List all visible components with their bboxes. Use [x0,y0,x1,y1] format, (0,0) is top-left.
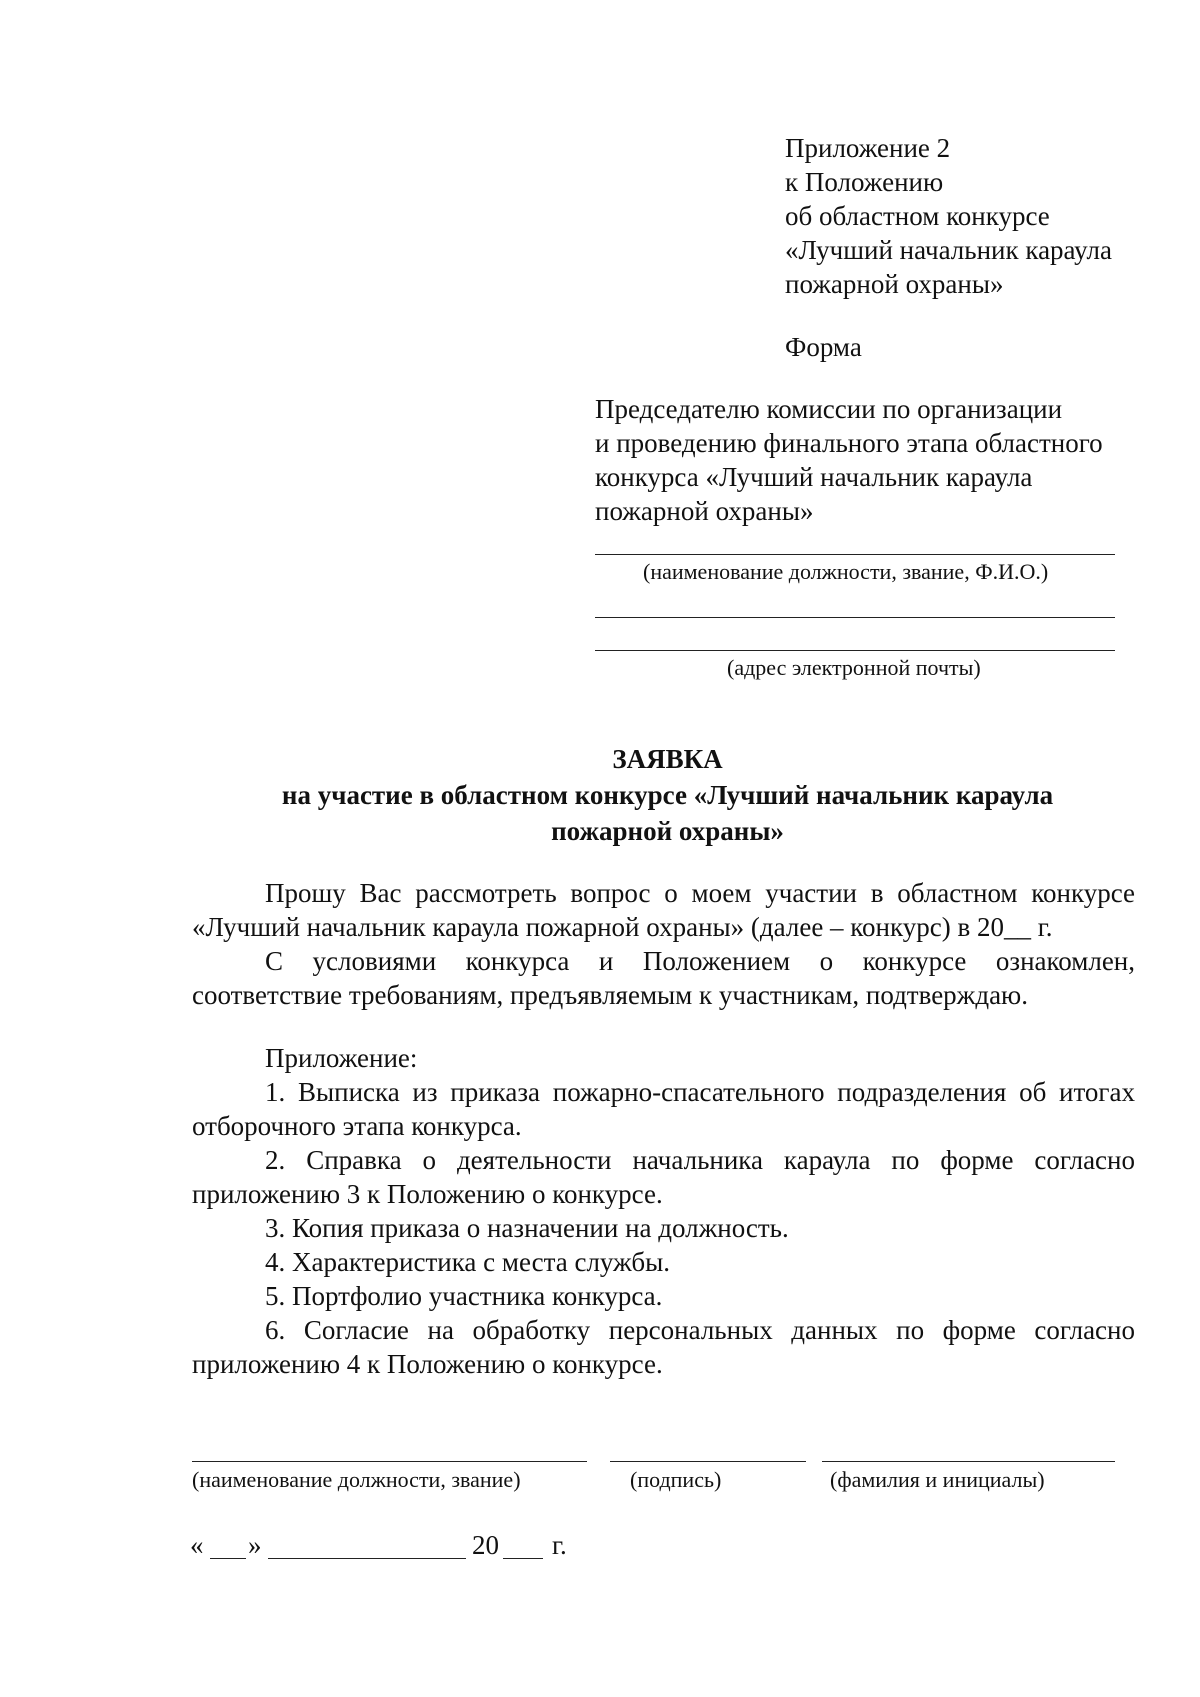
attachment-2-line1: 2. Справка о деятельности начальника караула по форме согласно [265,1145,1135,1175]
date-open-quote: « [190,1530,204,1560]
date-day-blank[interactable] [210,1558,246,1559]
body-p2-line2: соответствие требованиям, предъявляемым к участникам, подтверждаю. [192,980,1028,1010]
addressee-line-4: пожарной охраны» [595,496,814,526]
position-blank-line[interactable] [595,554,1115,555]
attachment-1-line2: отборочного этапа конкурса. [192,1111,522,1141]
header-line-3: об областном конкурсе [785,201,1050,231]
header-line-5: пожарной охраны» [785,269,1004,299]
attachment-3: 3. Копия приказа о назначении на должность. [265,1213,789,1243]
body-p1-line1: Прошу Вас рассмотреть вопрос о моем участии в областном конкурсе [265,878,1135,908]
extra-blank-line[interactable] [595,617,1115,618]
addressee-line-1: Председателю комиссии по организации [595,394,1063,424]
date-year-blank[interactable] [503,1558,543,1559]
signature-position-caption: (наименование должности, звание) [192,1467,521,1492]
email-blank-line[interactable] [595,650,1115,651]
signature-name-line[interactable] [822,1461,1115,1462]
addressee-line-3: конкурса «Лучший начальник караула [595,462,1033,492]
date-close-quote: » [248,1530,262,1560]
signature-position-line[interactable] [192,1461,587,1462]
header-line-4: «Лучший начальник караула [785,235,1112,265]
form-label: Форма [785,332,862,362]
attachment-6-line1: 6. Согласие на обработку персональных данных по форме согласно [265,1315,1135,1345]
attachment-4: 4. Характеристика с места службы. [265,1247,670,1277]
attachment-6-line2: приложению 4 к Положению о конкурсе. [192,1349,663,1379]
attachment-2-line2: приложению 3 к Положению о конкурсе. [192,1179,663,1209]
addressee-line-2: и проведению финального этапа областного [595,428,1103,458]
signature-name-caption: (фамилия и инициалы) [830,1467,1045,1492]
signature-caption: (подпись) [630,1467,722,1492]
date-year-prefix: 20 [472,1530,499,1560]
body-p1-line2: «Лучший начальник караула пожарной охраны» (далее – конкурс) в 20__ г. [192,912,1053,942]
signature-line[interactable] [610,1461,806,1462]
date-month-blank[interactable] [268,1558,466,1559]
document-title-line-3: пожарной охраны» [551,816,784,846]
attachment-5: 5. Портфолио участника конкурса. [265,1281,663,1311]
header-line-1: Приложение 2 [785,133,951,163]
document-title-line-2: на участие в областном конкурсе «Лучший начальник караула [281,780,1054,810]
body-p2-line1: С условиями конкурса и Положением о конкурсе ознакомлен, [265,946,1135,976]
header-line-2: к Положению [785,167,944,197]
date-year-suffix: г. [552,1530,567,1560]
attachment-1-line1: 1. Выписка из приказа пожарно-спасательного подразделения об итогах [265,1077,1135,1107]
attachments-heading: Приложение: [265,1043,418,1073]
position-caption: (наименование должности, звание, Ф.И.О.) [643,559,1049,584]
email-caption: (адрес электронной почты) [727,655,981,680]
document-title: ЗАЯВКА [612,744,723,774]
